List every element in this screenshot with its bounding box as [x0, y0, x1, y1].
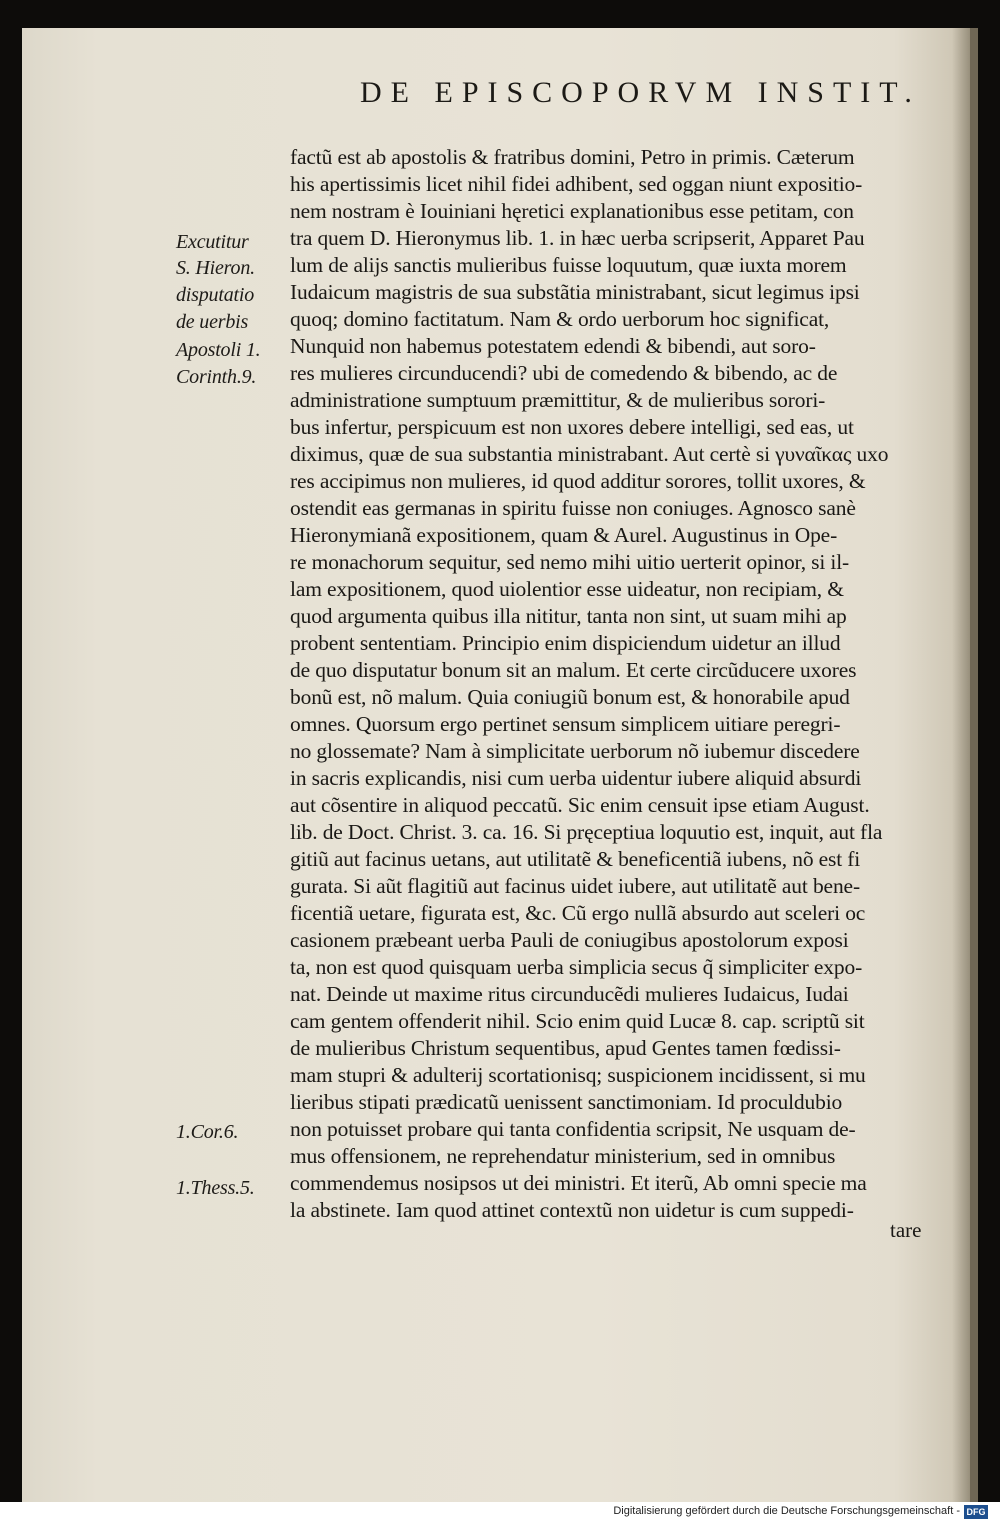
text-line: re monachorum sequitur, sed nemo mihi uitio uerterit opinor, si il-	[290, 550, 850, 574]
margin-note: 1.Thess.5.	[176, 1177, 255, 1199]
text-line: non potuisset probare qui tanta confidentia scripsit, Ne usquam de-	[290, 1117, 856, 1141]
text-line: commendemus nosipsos ut dei ministri. Et iterũ, Ab omni specie ma	[290, 1171, 867, 1195]
text-line: de quo disputatur bonum sit an malum. Et certe circũducere uxores	[290, 658, 857, 682]
funding-credit: Digitalisierung gefördert durch die Deutsche Forschungsgemeinschaft -	[613, 1505, 960, 1517]
text-line: bonũ est, nõ malum. Quia coniugiũ bonum est, & honorabile apud	[290, 685, 850, 709]
text-line: Nunquid non habemus potestatem edendi & bibendi, aut soro-	[290, 334, 816, 358]
text-line: la abstinete. Iam quod attinet contextũ non uidetur is cum suppedi-	[290, 1198, 854, 1222]
text-line: administratione sumptuum præmittitur, & de mulieribus sorori-	[290, 388, 826, 412]
margin-note: 1.Cor.6.	[176, 1121, 239, 1143]
text-line: ostendit eas germanas in spiritu fuisse non coniuges. Agnosco sanè	[290, 496, 856, 520]
text-line: res accipimus non mulieres, id quod additur sorores, tollit uxores, &	[290, 469, 866, 493]
catchword: tare	[890, 1218, 922, 1242]
text-line: gurata. Si aũt flagitiũ aut facinus uidet iubere, aut utilitatẽ aut bene-	[290, 874, 860, 898]
text-line: no glossemate? Nam à simplicitate uerborum nõ iubemur discedere	[290, 739, 860, 763]
margin-note: Excutitur	[176, 231, 249, 253]
text-line: ta, non est quod quisquam uerba simplicia secus q̃ simpliciter expo-	[290, 955, 863, 979]
text-line: probent sententiam. Principio enim dispiciendum uidetur an illud	[290, 631, 841, 655]
text-line: his apertissimis licet nihil fidei adhibent, sed oggan niunt expositio-	[290, 172, 863, 196]
text-line: Hieronymianã expositionem, quam & Aurel. Augustinus in Ope-	[290, 523, 838, 547]
text-line: in sacris explicandis, nisi cum uerba uidentur iubere aliquid absurdi	[290, 766, 862, 790]
page-gutter-shadow	[952, 28, 970, 1502]
text-line: de mulieribus Christum sequentibus, apud Gentes tamen fœdissi-	[290, 1036, 841, 1060]
text-line: mus offensionem, ne reprehendatur ministerium, sed in omnibus	[290, 1144, 836, 1168]
text-line: nat. Deinde ut maxime ritus circunducẽdi mulieres Iudaicus, Iudai	[290, 982, 849, 1006]
running-head: DE EPISCOPORVM INSTIT.	[360, 76, 921, 109]
text-line: lib. de Doct. Christ. 3. ca. 16. Si pręceptiua loquutio est, inquit, aut fla	[290, 820, 883, 844]
margin-note: disputatio	[176, 284, 255, 306]
text-line: casionem præbeant uerba Pauli de coniugibus apostolorum exposi	[290, 928, 849, 952]
margin-note: S. Hieron.	[176, 257, 255, 279]
text-line: diximus, quæ de sua substantia ministrabant. Aut certè si γυναῖκας uxo	[290, 442, 889, 466]
margin-note: Corinth.9.	[176, 366, 257, 388]
margin-note: Apostoli 1.	[176, 339, 261, 361]
text-line: aut cõsentire in aliquod peccatũ. Sic enim censuit ipse etiam August.	[290, 793, 870, 817]
text-line: lam expositionem, quod uiolentior esse uideatur, non recipiam, &	[290, 577, 844, 601]
dfg-logo: DFG	[964, 1505, 988, 1519]
text-line: factũ est ab apostolis & fratribus domini, Petro in primis. Cæterum	[290, 145, 855, 169]
text-line: nem nostram è Iouiniani hęretici explanationibus esse petitam, con	[290, 199, 854, 223]
text-line: lum de alijs sanctis mulieribus fuisse loquutum, quæ iuxta morem	[290, 253, 847, 277]
text-line: quoq; domino factitatum. Nam & ordo uerborum hoc significat,	[290, 307, 830, 331]
margin-note: de uerbis	[176, 311, 249, 333]
footer-bar	[0, 1502, 1000, 1523]
text-line: Iudaicum magistris de sua substãtia ministrabant, sicut legimus ipsi	[290, 280, 860, 304]
text-line: bus infertur, perspicuum est non uxores debere intelligi, sed eas, ut	[290, 415, 854, 439]
text-line: tra quem D. Hieronymus lib. 1. in hæc uerba scripserit, Apparet Pau	[290, 226, 865, 250]
text-line: res mulieres circunducendi? ubi de comedendo & bibendo, ac de	[290, 361, 838, 385]
text-line: mam stupri & adulterij scortationisq; suspicionem incidissent, si mu	[290, 1063, 866, 1087]
text-line: ficentiã uetare, figurata est, &c. Cũ ergo nullã absurdo aut sceleri oc	[290, 901, 866, 925]
text-line: quod argumenta quibus illa nititur, tanta non sint, ut suam mihi ap	[290, 604, 847, 628]
text-line: gitiũ aut facinus uetans, aut utilitatẽ & beneficentiã iubens, nõ est fi	[290, 847, 861, 871]
text-line: omnes. Quorsum ergo pertinet sensum simplicem uitiare peregri-	[290, 712, 841, 736]
text-line: cam gentem offenderit nihil. Scio enim quid Lucæ 8. cap. scriptũ sit	[290, 1009, 865, 1033]
text-line: lieribus stipati prædicatũ uenissent sanctimoniam. Id proculdubio	[290, 1090, 843, 1114]
